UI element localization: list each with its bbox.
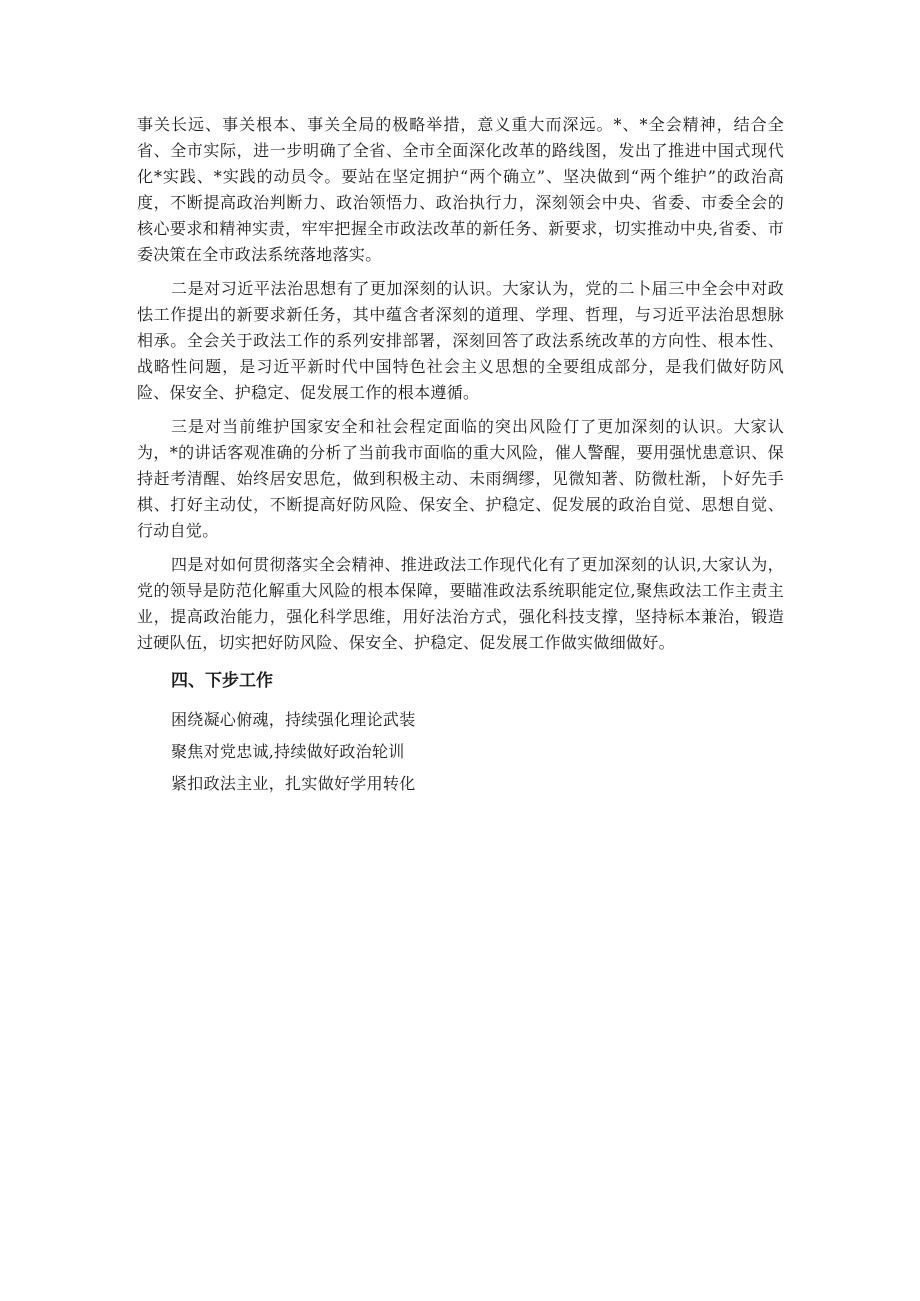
next-step-item: 困绕凝心俯魂，持续强化理论武装 (171, 710, 416, 729)
document-page (137, 112, 784, 800)
section-heading-next-steps: 四、下步工作 (171, 671, 273, 691)
next-step-item: 紧扣政法主业，扎实做好学用转化 (171, 774, 416, 793)
paragraph-point-three: 三是对当前维护国家安全和社会程定面临的突出风险仃了更加深刻的认识。大家认为，*的讲话客观准确的分析了当前我市面临的重大风险，催人警醒，要用强忧患意识、保持赶考清醒、始终居安思危，做到积极主动、未雨绸缪，见微知著、防微杜渐，卜好先手棋、打好主动仗，不断提高好防风险、保安全、护稳定、促发展的政治自觉、思想自觉、行动自觉。 (137, 417, 784, 540)
next-step-item: 聚焦对党忠诚,持续做好政治轮训 (171, 742, 405, 761)
next-steps-list (137, 704, 784, 800)
paragraph-point-two: 二是对习近平法治思想有了更加深刻的认识。大家认为，党的二卜届三中全会中对政怯工作提出的新要求新任务，其中蕴含者深刻的道理、学理、哲理，与习近平法治思想脉相承。全会关于政法工作的系列安排部署，深刻回答了政法系统改革的方向性、根本性、战略性问题，是习近平新时代中国特色社会主义思想的全要组成部分，是我们做好防风险、保安全、护稳定、促发展工作的根本遵循。 (137, 279, 784, 402)
paragraph-continuation: 事关长远、事关根本、事关全局的极略举措，意义重大而深远。*、*全会精神，结合全省、全市实际，进一步明确了全省、全市全面深化改革的路线图，发出了推进中国式现代化*实践、*实践的动员令。要站在坚定拥护“两个确立”、坚决做到“两个维护”的政治高度，不断提高政治判断力、政治领悟力、政治执行力，深刻领会中央、省委、市委全会的核心要求和精神实责，牢牢把握全市政法改革的新任务、新要求，切实推动中央,省委、市委决策在全市政法系统落地落实。 (137, 115, 784, 264)
paragraph-point-four: 四是对如何贯彻落实全会精神、推进政法工作现代化有了更加深刻的认识,大家认为，党的领导是防范化解重大风险的根本保障，要瞄准政法系统职能定位,聚焦政法工作主责主业，提高政治能力，强化科学思维，用好法治方式，强化科技支撑，坚持标本兼治，锻造过硬队伍，切实把好防风险、保安全、护稳定、促发展工作做实做细做好。 (137, 555, 784, 652)
